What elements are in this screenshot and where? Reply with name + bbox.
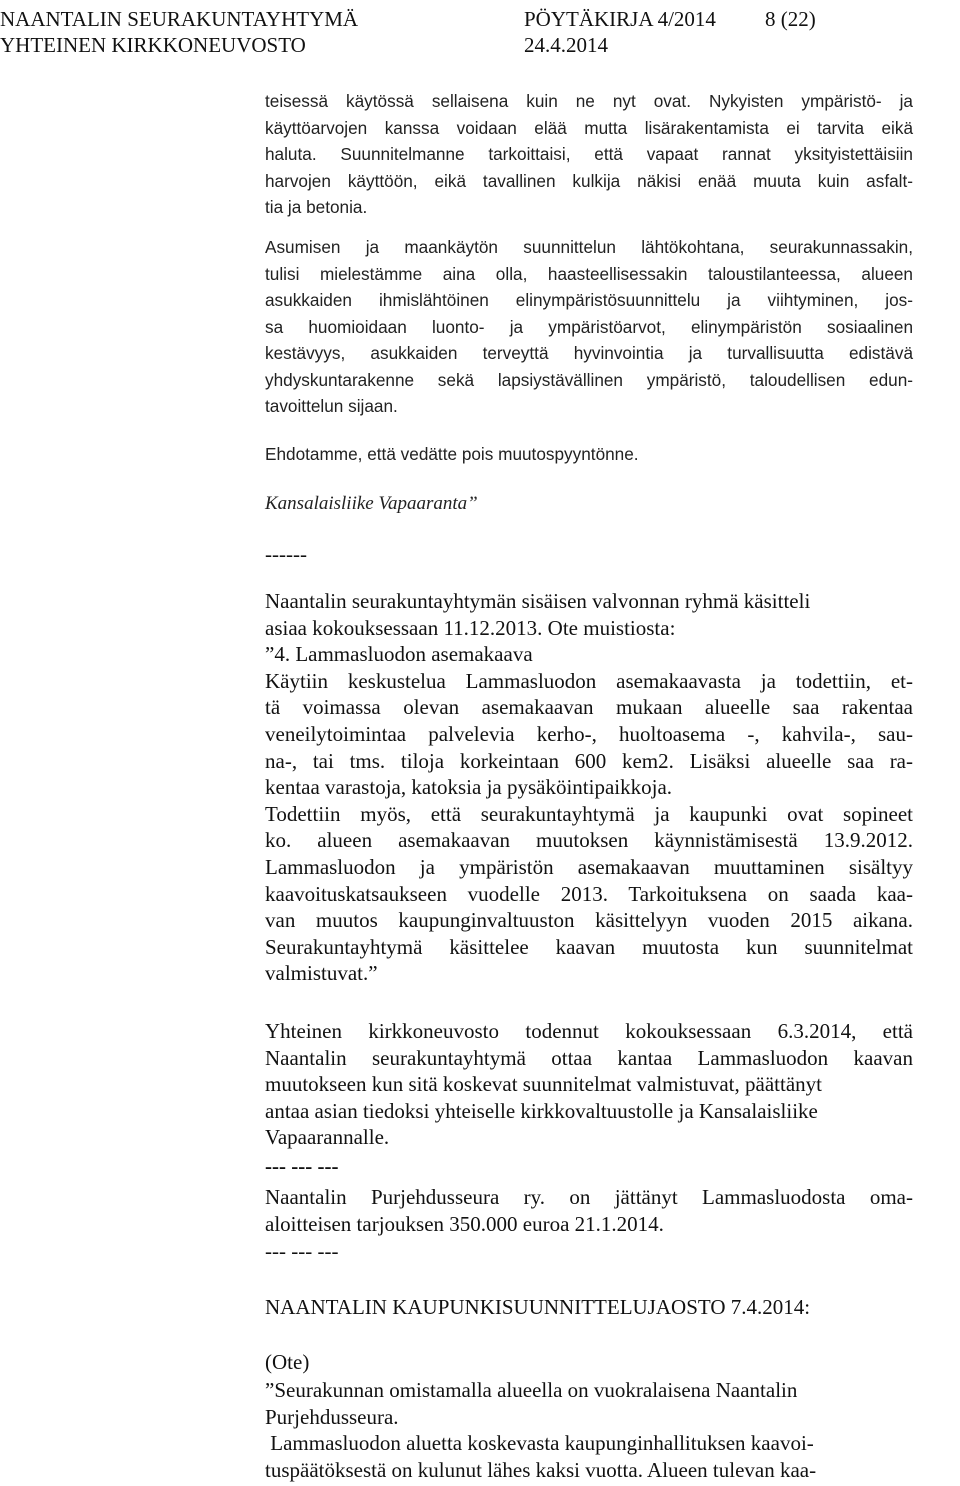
text-line: Todettiin myös, että seurakuntayhtymä ja kaupunki ovat sopineet bbox=[265, 801, 913, 826]
text-line: kestävyys, asukkaiden terveyttä hyvinvointia ja turvallisuutta edistävä bbox=[265, 343, 913, 363]
text-line: Vapaarannalle. bbox=[265, 1125, 390, 1150]
text-line: Lammasluodon ja ympäristön asemakaavan muuttaminen sisältyy bbox=[265, 854, 913, 879]
text-line: Naantalin seurakuntayhtymän sisäisen valvonnan ryhmä käsitteli bbox=[265, 589, 811, 613]
heading-text: NAANTALIN KAUPUNKISUUNNITTELUJAOSTO 7.4.2014: bbox=[265, 1295, 811, 1319]
text-line: sa huomioidaan luonto- ja ympäristöarvot, elinympäristön sosiaalinen bbox=[265, 316, 913, 337]
text-line: antaa asian tiedoksi yhteiselle kirkkovaltuustolle ja Kansalaisliike bbox=[265, 1098, 818, 1123]
text-line: ko. alueen asemakaavan muutoksen käynnistämisestä 13.9.2012. bbox=[265, 828, 913, 853]
paragraph-2 bbox=[265, 234, 913, 420]
text-line: yhdyskuntarakenne sekä lapsiystävällinen ympäristö, taloudellisen edun- bbox=[265, 369, 913, 390]
text-line: Naantalin seurakuntayhtymä ottaa kantaa Lammasluodon kaavan bbox=[265, 1045, 913, 1070]
header-date: 24.4.2014 bbox=[524, 33, 608, 57]
text-line: ”Seurakunnan omistamalla alueella on vuokralaisena Naantalin bbox=[265, 1378, 798, 1402]
excerpt-label bbox=[265, 1349, 913, 1376]
text-line: veneilytoimintaa palvelevia kerho-, huoltoasema -, kahvila-, sau- bbox=[265, 721, 913, 746]
text-line: tia ja betonia. bbox=[265, 197, 368, 217]
text-line: valmistuvat.” bbox=[265, 961, 378, 986]
text-line: asukkaiden ihmislähtöinen elinympäristösuunnittelu ja viihtyminen, jos- bbox=[265, 290, 913, 310]
text-line: käyttöarvojen kanssa voidaan elää mutta lisärakentamista ei tarvita eikä bbox=[265, 117, 913, 138]
text-line: tä voimassa olevan asemakaavan mukaan alueelle saa rakentaa bbox=[265, 695, 913, 720]
header-body: YHTEINEN KIRKKONEUVOSTO bbox=[0, 33, 306, 57]
text-line: Yhteinen kirkkoneuvosto todennut kokouksessaan 6.3.2014, että bbox=[265, 1019, 913, 1043]
text-line: Naantalin Purjehdusseura ry. on jättänyt Lammasluodosta oma- bbox=[265, 1185, 913, 1209]
text-line: tulisi mielestämme aina olla, haasteellisessakin taloustilanteessa, alueen bbox=[265, 263, 913, 284]
text-line: van muutos kaupunginvaltuuston käsittelyyn vuoden 2015 aikana. bbox=[265, 908, 913, 933]
text-line: aloitteisen tarjouksen 350.000 euroa 21.1.2014. bbox=[265, 1211, 664, 1236]
text-line: kaavoituskatsaukseen vuodelle 2013. Tarkoituksena on saada kaa- bbox=[265, 881, 913, 906]
separator-text: --- --- --- bbox=[265, 1239, 339, 1263]
paragraph-3 bbox=[265, 441, 913, 468]
text-line: asiaa kokouksessaan 11.12.2013. Ote muistiosta: bbox=[265, 615, 676, 640]
text-line: Purjehdusseura. bbox=[265, 1404, 399, 1429]
section-heading bbox=[265, 1294, 913, 1321]
text-line: muutokseen kun sitä koskevat suunnitelmat valmistuvat, päättänyt bbox=[265, 1072, 822, 1097]
memo-excerpt bbox=[265, 588, 913, 987]
text-line: Lammasluodon aluetta koskevasta kaupunginhallituksen kaavoi- bbox=[265, 1431, 814, 1456]
header-page-number: 8 (22) bbox=[765, 7, 816, 31]
header-org: NAANTALIN SEURAKUNTAYHTYMÄ bbox=[0, 7, 359, 31]
text-line: Ehdotamme, että vedätte pois muutospyyntönne. bbox=[265, 444, 639, 464]
signature bbox=[265, 491, 913, 518]
header-doc-title: PÖYTÄKIRJA 4/2014 bbox=[524, 7, 716, 31]
text-line: na-, tai tms. tiloja korkeintaan 600 kem2. Lisäksi alueelle saa ra- bbox=[265, 748, 913, 773]
paragraph-1 bbox=[265, 88, 913, 221]
separator-1 bbox=[265, 541, 913, 568]
text-line: Seurakuntayhtymä käsittelee kaavan muutosta kun suunnitelmat bbox=[265, 934, 913, 959]
text-line: harvojen käyttöön, eikä tavallinen kulkija näkisi enää muuta kuin asfalt- bbox=[265, 170, 913, 191]
planning-excerpt bbox=[265, 1377, 913, 1483]
separator-text: --- --- --- bbox=[265, 1154, 339, 1178]
excerpt-label-text: (Ote) bbox=[265, 1350, 310, 1374]
council-decision bbox=[265, 1018, 913, 1151]
text-line: Käytiin keskustelua Lammasluodon asemakaavasta ja todettiin, et- bbox=[265, 668, 913, 693]
separator-2 bbox=[265, 1153, 913, 1180]
text-line: haluta. Suunnitelmanne tarkoittaisi, että vapaat rannat yksityistettäisiin bbox=[265, 144, 913, 164]
text-line: tavoittelun sijaan. bbox=[265, 396, 398, 416]
text-line: teisessä käytössä sellaisena kuin ne nyt ovat. Nykyisten ympäristö- ja bbox=[265, 91, 913, 111]
signature-text: Kansalaisliike Vapaaranta” bbox=[265, 493, 478, 514]
sailing-club-offer bbox=[265, 1184, 913, 1237]
separator-3 bbox=[265, 1238, 913, 1265]
text-line: tuspäätöksestä on kulunut lähes kaksi vuotta. Alueen tulevan kaa- bbox=[265, 1457, 817, 1482]
separator-text: ------ bbox=[265, 542, 307, 566]
text-line: kentaa varastoja, katoksia ja pysäköintipaikkoja. bbox=[265, 775, 673, 800]
text-line: ”4. Lammasluodon asemakaava bbox=[265, 642, 533, 667]
text-line: Asumisen ja maankäytön suunnittelun lähtökohtana, seurakunnassakin, bbox=[265, 237, 913, 257]
